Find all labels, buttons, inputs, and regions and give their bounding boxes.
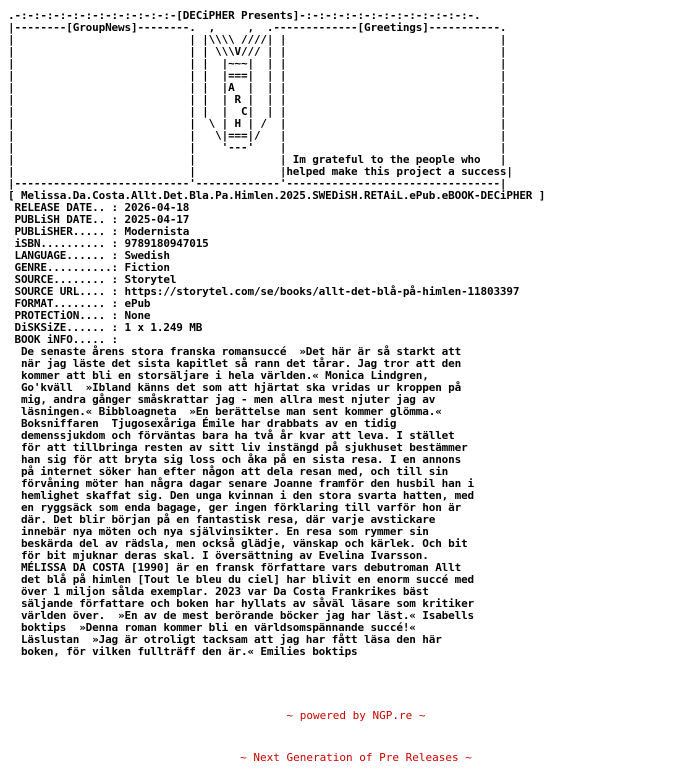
nfo-line: | | |\\\\ ////| | | <box>8 33 507 46</box>
nfo-line: De senaste årens stora franska romansuccé »Det här är så starkt att <box>8 345 462 358</box>
nfo-line: | | \ | H | / | | <box>8 117 507 130</box>
nfo-line: |--------[GroupNews]--------. , , .-------------[Greetings]-----------. <box>8 21 507 34</box>
nfo-line: innebär nya möten och nya självinsikter. En resa som rymmer sin <box>8 525 429 538</box>
nfo-line: en ryggsäck som enda bagage, ger ingen förklaring till varför hon är <box>8 501 462 514</box>
nfo-line: säljande författare och boken har hyllats av såväl läsare som kritiker <box>8 597 475 610</box>
nfo-line: på internet söker han efter någon att dela resan med, och till sin <box>8 465 449 478</box>
nfo-line: boken, för vilken fullträff den är.« Emilies boktips <box>8 645 358 658</box>
nfo-line: läsningen.« Bibbloagneta »En berättelse man sent kommer glömma.« <box>8 405 442 418</box>
nfo-line: | | | | C| | | | <box>8 105 507 118</box>
nfo-line: RELEASE DATE.. : 2026-04-18 <box>8 201 190 214</box>
nfo-line: | | | |A | | | | <box>8 81 507 94</box>
nfo-line: världen över. »En av de mest berörande böcker jag har läst.« Isabells <box>8 609 475 622</box>
nfo-line: | | | Im grateful to the people who | <box>8 153 507 166</box>
nfo-line: .-:-:-:-:-:-:-:-:-:-:-:-:-[DECiPHER Presents]-:-:-:-:-:-:-:-:-:-:-:-:-:-. <box>8 9 481 22</box>
nfo-line: mig, andra gånger småskrattar jag - men allra mest njuter jag av <box>8 393 436 406</box>
nfo-line: BOOK iNFO..... : <box>8 333 119 346</box>
nfo-line: | | '---' | | <box>8 141 507 154</box>
footer <box>0 681 680 779</box>
nfo-line: | | | |~~~| | | | <box>8 57 507 70</box>
nfo-line: FORMAT........ : ePub <box>8 297 151 310</box>
nfo-line: han sig för att bryta sig loss och åka på en sista resa. I en annons <box>8 453 462 466</box>
nfo-line: Boksniffaren Tjugosexåriga Émile har drabbats av en tidig <box>8 417 397 430</box>
nfo-line: | | | | R | | | | <box>8 93 507 106</box>
nfo-line: SOURCE........ : Storytel <box>8 273 177 286</box>
nfo-line: över 1 miljon sålda exemplar. 2023 var Da Costa Frankrikes bäst <box>8 585 429 598</box>
footer-tagline: ~ Next Generation of Pre Releases ~ <box>240 751 472 764</box>
nfo-line: demenssjukdom och förväntas bara ha två år kvar att leva. I stället <box>8 429 455 442</box>
nfo-line: MÉLISSA DA COSTA [1990] är en fransk författare vars debutroman Allt <box>8 561 462 574</box>
nfo-line: hemlighet skaffat sig. Den unga kvinnan i den stora svarta hatten, med <box>8 489 475 502</box>
nfo-line: [ Melissa.Da.Costa.Allt.Det.Bla.Pa.Himlen.2025.SWEDiSH.RETAiL.ePub.eBOOK-DECiPHER ] <box>8 189 546 202</box>
nfo-line: DiSKSiZE...... : 1 x 1.249 MB <box>8 321 203 334</box>
nfo-line: SOURCE URL.... : https://storytel.com/se/books/allt-det-blå-på-himlen-11803397 <box>8 285 520 298</box>
nfo-line: Läslustan »Jag är otroligt tacksam att jag har fått läsa den här <box>8 633 442 646</box>
nfo-line: det blå på himlen [Tout le bleu du ciel] har blivit en enorm succé med <box>8 573 475 586</box>
nfo-line: PROTECTiON.... : None <box>8 309 151 322</box>
nfo-line: boktips »Denna roman kommer bli en världsomspännande succé!« <box>8 621 416 634</box>
nfo-line: när jag läste det sista kapitlet så rann det tårar. Jag tror att den <box>8 357 462 370</box>
nfo-text <box>8 10 545 658</box>
nfo-line: GENRE..........: Fiction <box>8 261 170 274</box>
footer-powered-by: ~ powered by NGP.re ~ <box>286 709 426 722</box>
nfo-line: | | \|===|/ | | <box>8 129 507 142</box>
nfo-line: | | | \\\V/// | | | <box>8 45 507 58</box>
nfo-line: för att tillbringa resten av sitt liv instängd på sjukhuset bestämmer <box>8 441 468 454</box>
nfo-line: Go'kväll »Ibland känns det som att hjärtat ska vridas ur kroppen på <box>8 381 462 394</box>
nfo-line: |---------------------------'-------------'---------------------------------| <box>8 177 507 190</box>
nfo-line: för bit mjuknar deras skal. I översättning av Evelina Ivarsson. <box>8 549 429 562</box>
nfo-line: LANGUAGE...... : Swedish <box>8 249 170 262</box>
nfo-line: PUBLiSH DATE.. : 2025-04-17 <box>8 213 190 226</box>
nfo-line: PUBLiSHER..... : Modernista <box>8 225 190 238</box>
nfo-line: iSBN.......... : 9789180947015 <box>8 237 209 250</box>
nfo-line: | | | |===| | | | <box>8 69 507 82</box>
nfo-line: kommer att bli en storsäljare i hela världen.« Monica Lindgren, <box>8 369 429 382</box>
nfo-line: där. Det blir början på en fantastisk resa, där varje avstickare <box>8 513 436 526</box>
nfo-line: | | |helped make this project a success| <box>8 165 513 178</box>
nfo-line: beskärda del av rädsla, men också glädje, vänskap och kärlek. Och bit <box>8 537 468 550</box>
nfo-line: förvåning möter han några dagar senare Joanne framför den husbil han i <box>8 477 475 490</box>
